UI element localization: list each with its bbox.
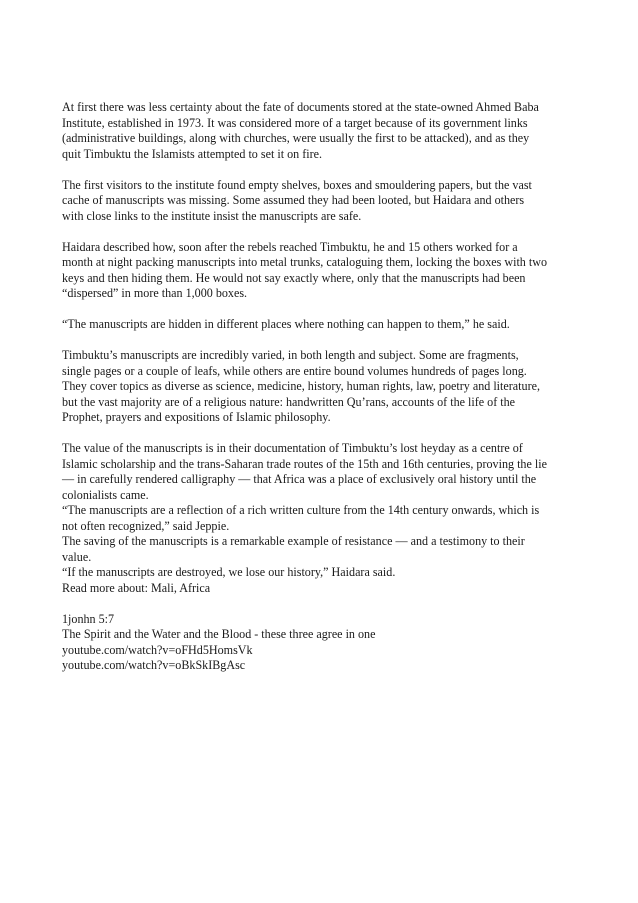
text-line: At first there was less certainty about the fate of documents stored at the state-owned Ahmed Baba <box>62 100 539 114</box>
youtube-link-text: youtube.com/watch?v=oFHd5HomsVk <box>62 642 253 657</box>
text-line: with close links to the institute insist the manuscripts are safe. <box>62 208 362 223</box>
text-line: colonialists came. <box>62 487 149 502</box>
text-line: cache of manuscripts was missing. Some assumed they had been looted, but Haidara and others <box>62 193 525 207</box>
paragraph-first-visitors <box>62 178 578 225</box>
text-line: month at night packing manuscripts into metal trunks, cataloguing them, locking the boxes with two <box>62 255 548 269</box>
text-line: 1jonhn 5:7 <box>62 611 115 626</box>
text-line: keys and then hiding them. He would not say exactly where, only that the manuscripts had been <box>62 270 526 285</box>
text-line: single pages or a couple of leafs, while others are entire bound volumes hundreds of pages long. <box>62 363 527 378</box>
text-line: Institute, established in 1973. It was considered more of a target because of its government links <box>62 115 528 130</box>
text-line: (administrative buildings, along with churches, were usually the first to be attacked), and as they <box>62 131 530 145</box>
text-line: “If the manuscripts are destroyed, we lose our history,” Haidara said. <box>62 565 396 579</box>
text-line: not often recognized,” said Jeppie. <box>62 518 230 533</box>
text-line: The Spirit and the Water and the Blood - these three agree in one <box>62 627 376 641</box>
paragraph-appended-notes <box>62 612 578 674</box>
text-line: The saving of the manuscripts is a remarkable example of resistance — and a testimony to their <box>62 534 525 548</box>
text-line: The first visitors to the institute found empty shelves, boxes and smouldering papers, but the vast <box>62 177 532 192</box>
text-line: but the vast majority are of a religious nature: handwritten Qu’rans, accounts of the life of the <box>62 394 516 409</box>
text-line: Haidara described how, soon after the rebels reached Timbuktu, he and 15 others worked for a <box>62 239 518 254</box>
paragraph-value-of-manuscripts <box>62 441 578 596</box>
text-line: “The manuscripts are hidden in different places where nothing can happen to them,” he said. <box>62 317 510 331</box>
text-line: — in carefully rendered calligraphy — that Africa was a place of exclusively oral history until the <box>62 472 537 486</box>
youtube-link-text: youtube.com/watch?v=oBkSkIBgAsc <box>62 658 246 672</box>
paragraph-quote-hidden <box>62 317 578 333</box>
text-line: “dispersed” in more than 1,000 boxes. <box>62 286 248 300</box>
text-line: quit Timbuktu the Islamists attempted to set it on fire. <box>62 146 323 161</box>
paragraph-manuscripts-varied <box>62 348 578 426</box>
document-body <box>62 100 578 674</box>
text-line: value. <box>62 549 92 564</box>
text-line: “The manuscripts are a reflection of a rich written culture from the 14th century onwards, which is <box>62 503 540 517</box>
text-line: Timbuktu’s manuscripts are incredibly varied, in both length and subject. Some are fragments, <box>62 348 519 362</box>
text-line: The value of the manuscripts is in their documentation of Timbuktu’s lost heyday as a centre of <box>62 441 523 455</box>
text-line: They cover topics as diverse as science, medicine, history, human rights, law, poetry and literature, <box>62 379 540 393</box>
read-more-line: Read more about: Mali, Africa <box>62 580 211 595</box>
paragraph-haidara-described <box>62 240 578 302</box>
paragraph-ahmed-baba-institute <box>62 100 578 162</box>
text-line: Islamic scholarship and the trans-Saharan trade routes of the 15th and 16th centuries, proving the lie <box>62 456 547 471</box>
text-line: Prophet, prayers and expositions of Islamic philosophy. <box>62 410 331 424</box>
